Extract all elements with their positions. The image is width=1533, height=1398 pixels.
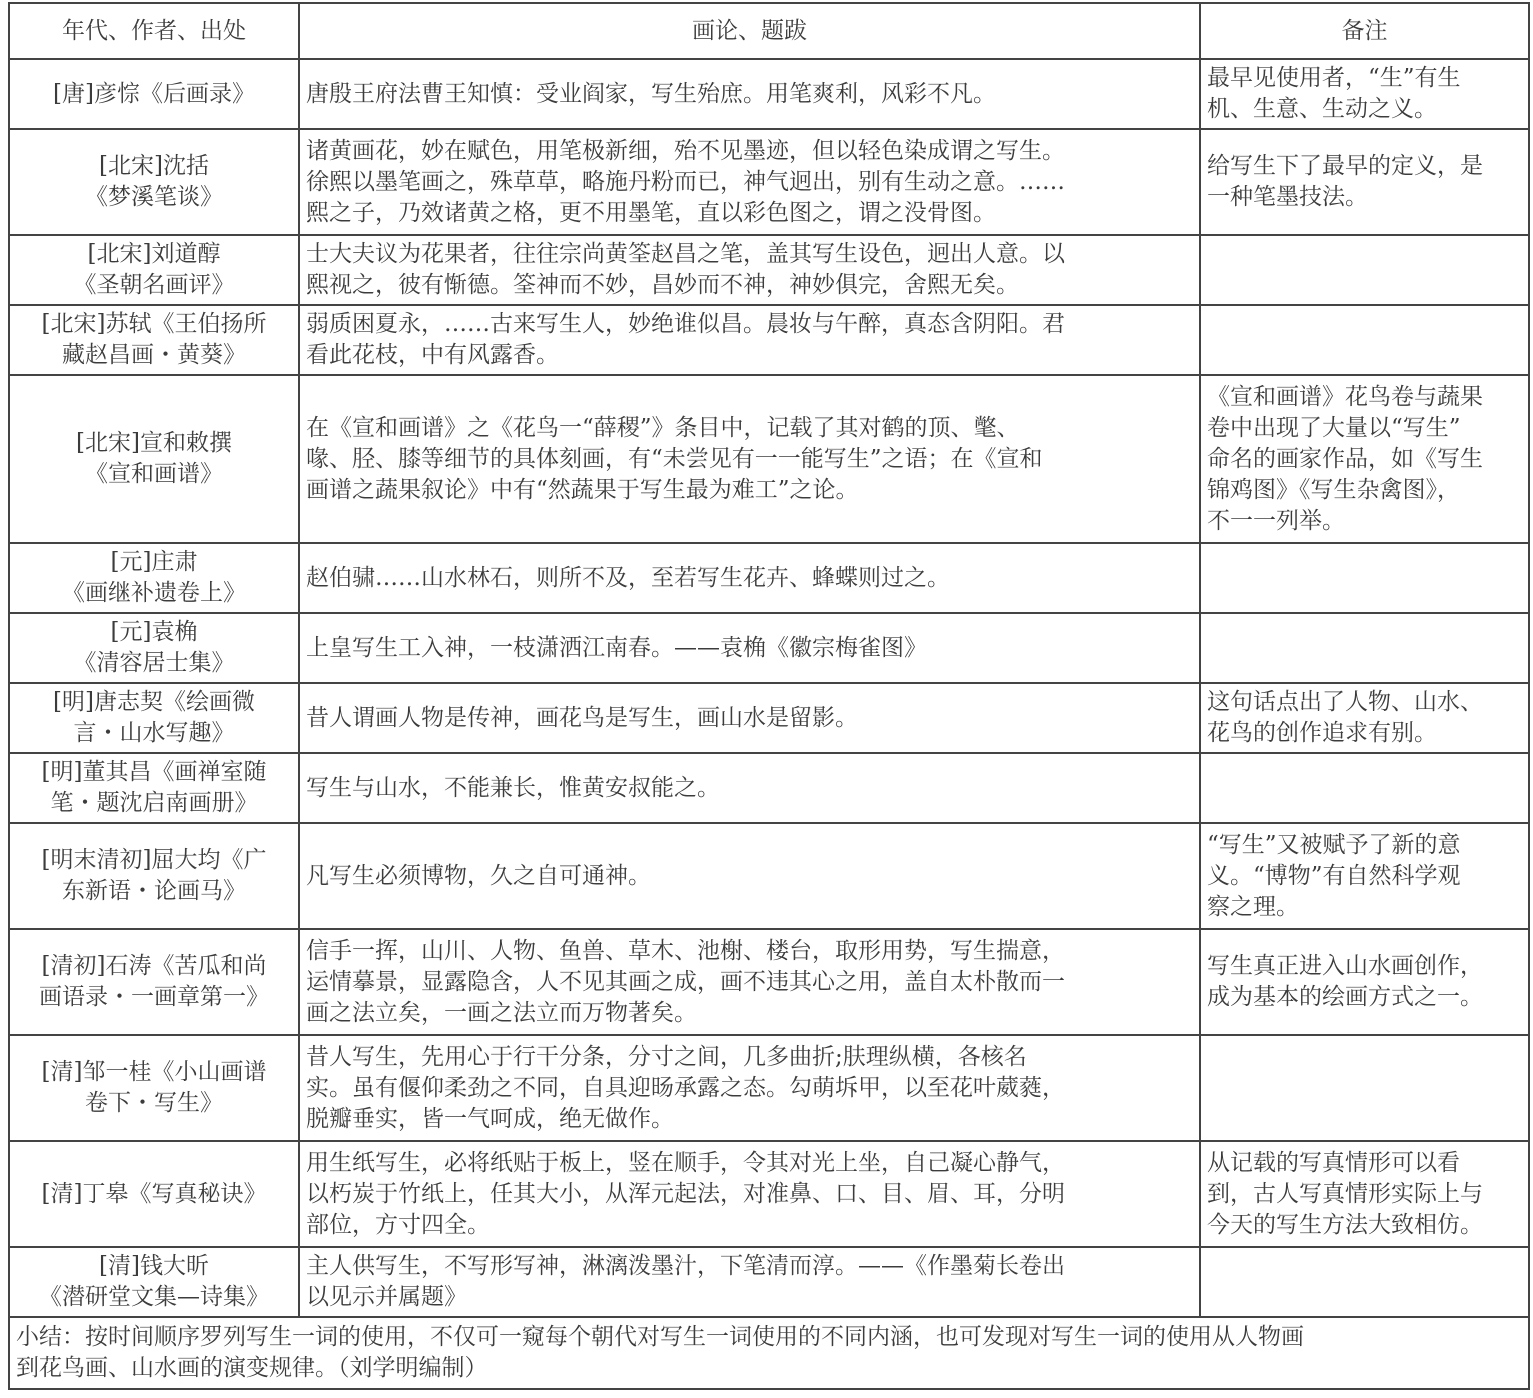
text-cell-line: 运情摹景，显露隐含，人不见其画之成，画不违其心之用，盖自太朴散而一 [306, 968, 1065, 995]
source-cell [9, 1141, 299, 1247]
text-cell-line: 以朽炭于竹纸上，任其大小，从浑元起法，对准鼻、口、目、眉、耳，分明 [306, 1180, 1065, 1207]
table-row [9, 59, 1529, 129]
table-row [9, 929, 1529, 1035]
note-cell [1200, 1141, 1529, 1247]
note-cell-line: 锦鸡图》《写生杂禽图》， [1207, 476, 1460, 503]
source-cell-line: [明末清初]屈大均《广 [41, 847, 267, 873]
text-cell-line: 徐熙以墨笔画之，殊草草，略施丹粉而已，神气迥出，别有生动之意。…… [306, 168, 1065, 195]
table-row [9, 305, 1529, 375]
text-cell [299, 235, 1200, 305]
header-note: 备注 [1200, 3, 1529, 59]
table-row [9, 375, 1529, 543]
note-cell-line: 今天的写生方法大致相仿。 [1207, 1211, 1483, 1238]
note-cell-line: 命名的画家作品，如《写生 [1207, 445, 1483, 472]
note-cell-line: 机、生意、生动之义。 [1207, 96, 1437, 122]
text-cell-line: 喙、胫、膝等细节的具体刻画，有“未尝见有一一能写生”之语；在《宣和 [306, 445, 1043, 472]
source-cell-line: 《梦溪笔谈》 [85, 184, 223, 210]
text-cell-line: 赵伯骕……山水林石，则所不及，至若写生花卉、蜂蝶则过之。 [306, 564, 950, 591]
source-cell-line: [元]袁桷 [110, 619, 198, 645]
note-cell [1200, 543, 1529, 613]
source-cell-line: [清]钱大昕 [99, 1253, 209, 1279]
source-cell [9, 683, 299, 753]
source-cell [9, 235, 299, 305]
header-text: 画论、题跋 [299, 3, 1200, 59]
source-cell-line: [明]董其昌《画禅室随 [41, 759, 267, 785]
text-cell [299, 375, 1200, 543]
text-cell-line: 士大夫议为花果者，往往宗尚黄筌赵昌之笔，盖其写生设色，迥出人意。以 [306, 241, 1065, 267]
text-cell-line: 写生与山水，不能兼长，惟黄安叔能之。 [306, 774, 720, 801]
text-cell [299, 683, 1200, 753]
text-cell-line: 画之法立矣，一画之法立而万物著矣。 [306, 999, 697, 1026]
text-cell-line: 凡写生必须博物，久之自可通神。 [306, 862, 651, 889]
text-cell-line: 在《宣和画谱》之《花鸟一“薛稷”》条目中，记载了其对鹤的顶、氅、 [306, 414, 1020, 441]
text-cell-line: 上皇写生工入神，一枝潇洒江南春。——袁桷《徽宗梅雀图》 [306, 634, 927, 661]
note-cell [1200, 305, 1529, 375]
source-cell [9, 305, 299, 375]
source-cell-line: 笔・题沈启南画册》 [50, 790, 258, 816]
text-cell [299, 59, 1200, 129]
note-cell [1200, 929, 1529, 1035]
table-row [9, 1141, 1529, 1247]
text-cell-line: 信手一挥，山川、人物、鱼兽、草木、池榭、楼台，取形用势，写生揣意， [306, 937, 1065, 964]
note-cell-line: 义。“博物”有自然科学观 [1207, 862, 1461, 889]
note-cell [1200, 235, 1529, 305]
source-cell [9, 59, 299, 129]
source-cell-line: [清]邹一桂《小山画谱 [41, 1059, 267, 1085]
text-cell-line: 主人供写生，不写形写神，淋漓泼墨汁，下笔清而淳。——《作墨菊长卷出 [306, 1253, 1065, 1279]
note-cell [1200, 823, 1529, 929]
text-cell [299, 129, 1200, 235]
text-cell-line: 诸黄画花，妙在赋色，用笔极新细，殆不见墨迹，但以轻色染成谓之写生。 [306, 137, 1065, 164]
text-cell [299, 1141, 1200, 1247]
text-cell-line: 熙之子，乃效诸黄之格，更不用墨笔，直以彩色图之，谓之没骨图。 [306, 199, 996, 226]
text-cell [299, 613, 1200, 683]
text-cell [299, 1247, 1200, 1317]
source-cell-line: [唐]彦悰《后画录》 [53, 80, 255, 107]
source-cell-line: [北宋]刘道醇 [87, 241, 221, 267]
text-cell-line: 用生纸写生，必将纸贴于板上，竖在顺手，令其对光上坐，自己凝心静气， [306, 1149, 1065, 1176]
text-cell [299, 1035, 1200, 1141]
table-row [9, 543, 1529, 613]
note-cell-line: 《宣和画谱》花鸟卷与蔬果 [1207, 383, 1483, 410]
text-cell-line: 唐殷王府法曹王知慎：受业阎家，写生殆庶。用笔爽利，风彩不凡。 [306, 80, 996, 107]
note-cell [1200, 1035, 1529, 1141]
note-cell [1200, 613, 1529, 683]
text-cell [299, 753, 1200, 823]
source-cell-line: 卷下・写生》 [85, 1090, 223, 1116]
note-cell [1200, 683, 1529, 753]
note-cell [1200, 1247, 1529, 1317]
text-cell-line: 画谱之蔬果叙论》中有“然蔬果于写生最为难工”之论。 [306, 476, 859, 503]
note-cell [1200, 129, 1529, 235]
text-cell-line: 看此花枝，中有风露香。 [306, 342, 559, 368]
summary-cell [9, 1317, 1529, 1389]
note-cell [1200, 753, 1529, 823]
table-row [9, 1247, 1529, 1317]
note-cell-line: 到，古人写真情形实际上与 [1207, 1180, 1483, 1207]
note-cell-line: 不一一列举。 [1207, 507, 1345, 534]
note-cell-line: 从记载的写真情形可以看 [1207, 1149, 1460, 1176]
text-cell-line: 部位，方寸四全。 [306, 1211, 490, 1238]
note-cell-line: 写生真正进入山水画创作， [1207, 953, 1483, 979]
source-cell [9, 753, 299, 823]
table-row [9, 613, 1529, 683]
summary-cell-line: 小结：按时间顺序罗列写生一词的使用，不仅可一窥每个朝代对写生一词使用的不同内涵，也可发现对写生一词的使用从人物画 [16, 1324, 1304, 1350]
source-cell-line: 《清容居士集》 [73, 650, 235, 676]
source-cell [9, 929, 299, 1035]
source-cell [9, 613, 299, 683]
source-cell-line: [明]唐志契《绘画微 [53, 689, 255, 715]
text-cell-line: 昔人写生，先用心于行干分条，分寸之间，几多曲折;肤理纵横，各核名 [306, 1043, 1027, 1070]
source-cell-line: 《画继补遗卷上》 [62, 580, 246, 606]
note-cell [1200, 59, 1529, 129]
note-cell-line: 花鸟的创作追求有别。 [1207, 720, 1437, 746]
source-cell [9, 543, 299, 613]
source-cell-line: 《宣和画谱》 [85, 461, 223, 487]
table-row [9, 683, 1529, 753]
text-cell [299, 543, 1200, 613]
note-cell-line: 一种笔墨技法。 [1207, 184, 1368, 210]
source-cell [9, 129, 299, 235]
source-cell-line: [北宋]苏轼《王伯扬所 [41, 311, 267, 337]
header-source: 年代、作者、出处 [9, 3, 299, 59]
summary-row [9, 1317, 1529, 1389]
text-cell [299, 929, 1200, 1035]
note-cell-line: 察之理。 [1207, 893, 1299, 920]
summary-cell-line: 到花鸟画、山水画的演变规律。（刘学明编制） [16, 1355, 488, 1381]
source-cell-line: [元]庄肃 [110, 549, 198, 575]
note-cell-line: “写生”又被赋予了新的意 [1207, 831, 1461, 858]
header-row [9, 3, 1529, 59]
text-cell [299, 823, 1200, 929]
note-cell-line: 最早见使用者，“生”有生 [1207, 65, 1461, 91]
text-cell-line: 弱质困夏永，……古来写生人，妙绝谁似昌。晨妆与午醉，真态含阴阳。君 [306, 311, 1065, 337]
note-cell-line: 卷中出现了大量以“写生” [1207, 414, 1461, 441]
source-cell-line: 《圣朝名画评》 [73, 272, 235, 298]
source-cell-line: 东新语・论画马》 [62, 878, 246, 904]
source-cell [9, 1247, 299, 1317]
source-cell-line: [北宋]宣和敕撰 [76, 430, 232, 456]
note-cell-line: 给写生下了最早的定义，是 [1207, 153, 1483, 179]
source-cell-line: [清初]石涛《苦瓜和尚 [41, 953, 267, 979]
source-cell [9, 823, 299, 929]
table-row [9, 129, 1529, 235]
text-cell-line: 实。虽有偃仰柔劲之不同，自具迎旸承露之态。勾萌坼甲，以至花叶葳蕤， [306, 1074, 1065, 1101]
source-cell-line: [北宋]沈括 [99, 153, 209, 179]
writing-from-life-table [8, 2, 1530, 1390]
table-row [9, 823, 1529, 929]
text-cell-line: 昔人谓画人物是传神，画花鸟是写生，画山水是留影。 [306, 704, 858, 731]
table-row [9, 753, 1529, 823]
text-cell [299, 305, 1200, 375]
table-row [9, 235, 1529, 305]
source-cell [9, 375, 299, 543]
source-cell-line: 言・山水写趣》 [73, 720, 235, 746]
text-cell-line: 以见示并属题》 [306, 1284, 467, 1310]
note-cell [1200, 375, 1529, 543]
source-cell-line: [清]丁皋《写真秘诀》 [41, 1180, 267, 1207]
text-cell-line: 熙视之，彼有惭德。筌神而不妙，昌妙而不神，神妙俱完，舍熙无矣。 [306, 272, 1019, 298]
source-cell-line: 《潜研堂文集—诗集》 [39, 1284, 269, 1310]
text-cell-line: 脱瓣垂实，皆一气呵成，绝无做作。 [306, 1105, 674, 1132]
source-cell-line: 藏赵昌画・黄葵》 [62, 342, 246, 368]
table-row [9, 1035, 1529, 1141]
source-cell [9, 1035, 299, 1141]
source-cell-line: 画语录・一画章第一》 [39, 984, 269, 1010]
note-cell-line: 这句话点出了人物、山水、 [1207, 689, 1483, 715]
note-cell-line: 成为基本的绘画方式之一。 [1207, 984, 1483, 1010]
